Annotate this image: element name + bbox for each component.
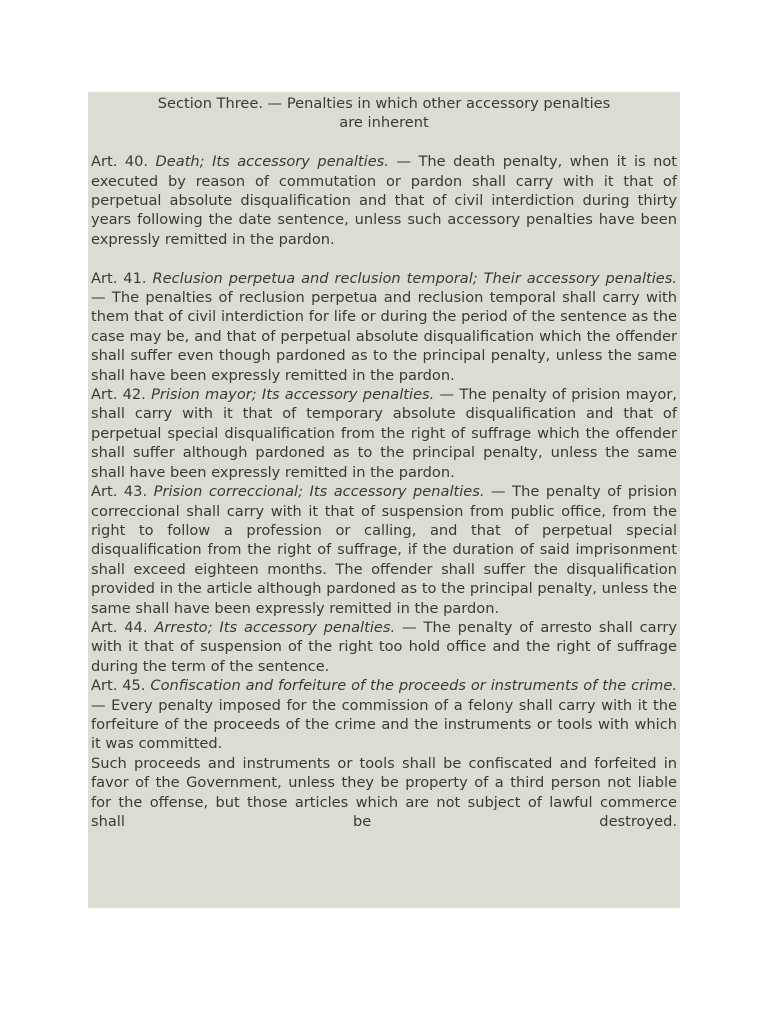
article-number: Art. 40. bbox=[91, 153, 149, 171]
article-heading: Confiscation and forfeiture of the proceeds or instruments of the crime. bbox=[150, 677, 678, 695]
article-43 bbox=[91, 482, 677, 618]
section-title-line-2: are inherent bbox=[339, 114, 429, 132]
article-heading: Death; Its accessory penalties. bbox=[155, 153, 389, 171]
article-45 bbox=[91, 676, 677, 754]
article-heading: Prision correccional; Its accessory penalties. bbox=[153, 483, 485, 501]
article-body: — The penalty of prision mayor, shall carry with it that of temporary absolute disqualification and that of perpetual special disqualification from the right of suffrage which the offender shall suffer although pardoned as to the principal penalty, unless the same shall have been expressly remitted in the pardon. bbox=[91, 386, 677, 481]
article-44 bbox=[91, 618, 677, 676]
article-body: — The penalties of reclusion perpetua and reclusion temporal shall carry with them that of civil interdiction for life or during the period of the sentence as the case may be, and that of perpetual absolute disqualification which the offender shall suffer even though pardoned as to the principal penalty, unless the same shall have been expressly remitted in the pardon. bbox=[91, 289, 677, 384]
article-42 bbox=[91, 385, 677, 482]
article-number: Art. 45. bbox=[91, 677, 146, 695]
article-heading: Arresto; Its accessory penalties. bbox=[154, 618, 396, 636]
article-body: — The penalty of prision correccional shall carry with it that of suspension from public office, from the right to follow a profession or calling, and that of perpetual special disqualification from the right of suffrage, if the duration of said imprisonment shall exceed eighteen months. The offender shall suffer the disqualification provided in the article although pardoned as to the principal penalty, unless the same shall have been expressly remitted in the pardon. bbox=[91, 483, 678, 617]
section-title-line-1: Section Three. — Penalties in which other accessory penalties bbox=[157, 95, 611, 112]
article-heading: Prision mayor; Its accessory penalties. bbox=[151, 386, 435, 404]
spacer bbox=[91, 249, 677, 268]
article-body: — The death penalty, when it is not executed by reason of commutation or pardon shall carry with it that of perpetual absolute disqualification and that of civil interdiction during thirty years following the date sentence, unless such accessory penalties have been expressly remitted in the pardon. bbox=[91, 153, 677, 248]
document-panel bbox=[88, 92, 680, 908]
article-41 bbox=[91, 269, 677, 385]
spacer bbox=[91, 133, 677, 152]
section-title bbox=[91, 94, 677, 133]
article-40 bbox=[91, 152, 677, 249]
article-body: — The penalty of arresto shall carry with it that of suspension of the right too hold office and the right of suffrage during the term of the sentence. bbox=[91, 618, 678, 675]
article-number: Art. 41. bbox=[91, 269, 147, 287]
article-number: Art. 42. bbox=[91, 386, 146, 404]
article-number: Art. 43. bbox=[91, 483, 148, 501]
article-heading: Reclusion perpetua and reclusion temporal; Their accessory penalties. bbox=[152, 269, 677, 287]
closing-paragraph: Such proceeds and instruments or tools shall be confiscated and forfeited in favor of the Government, unless they be property of a third person not liable for the offense, but those articles which are not subject of lawful commerce shall be destroyed. bbox=[91, 754, 677, 830]
article-body: — Every penalty imposed for the commission of a felony shall carry with it the forfeiture of the proceeds of the crime and the instruments or tools with which it was committed. bbox=[91, 696, 677, 753]
article-number: Art. 44. bbox=[91, 618, 148, 636]
